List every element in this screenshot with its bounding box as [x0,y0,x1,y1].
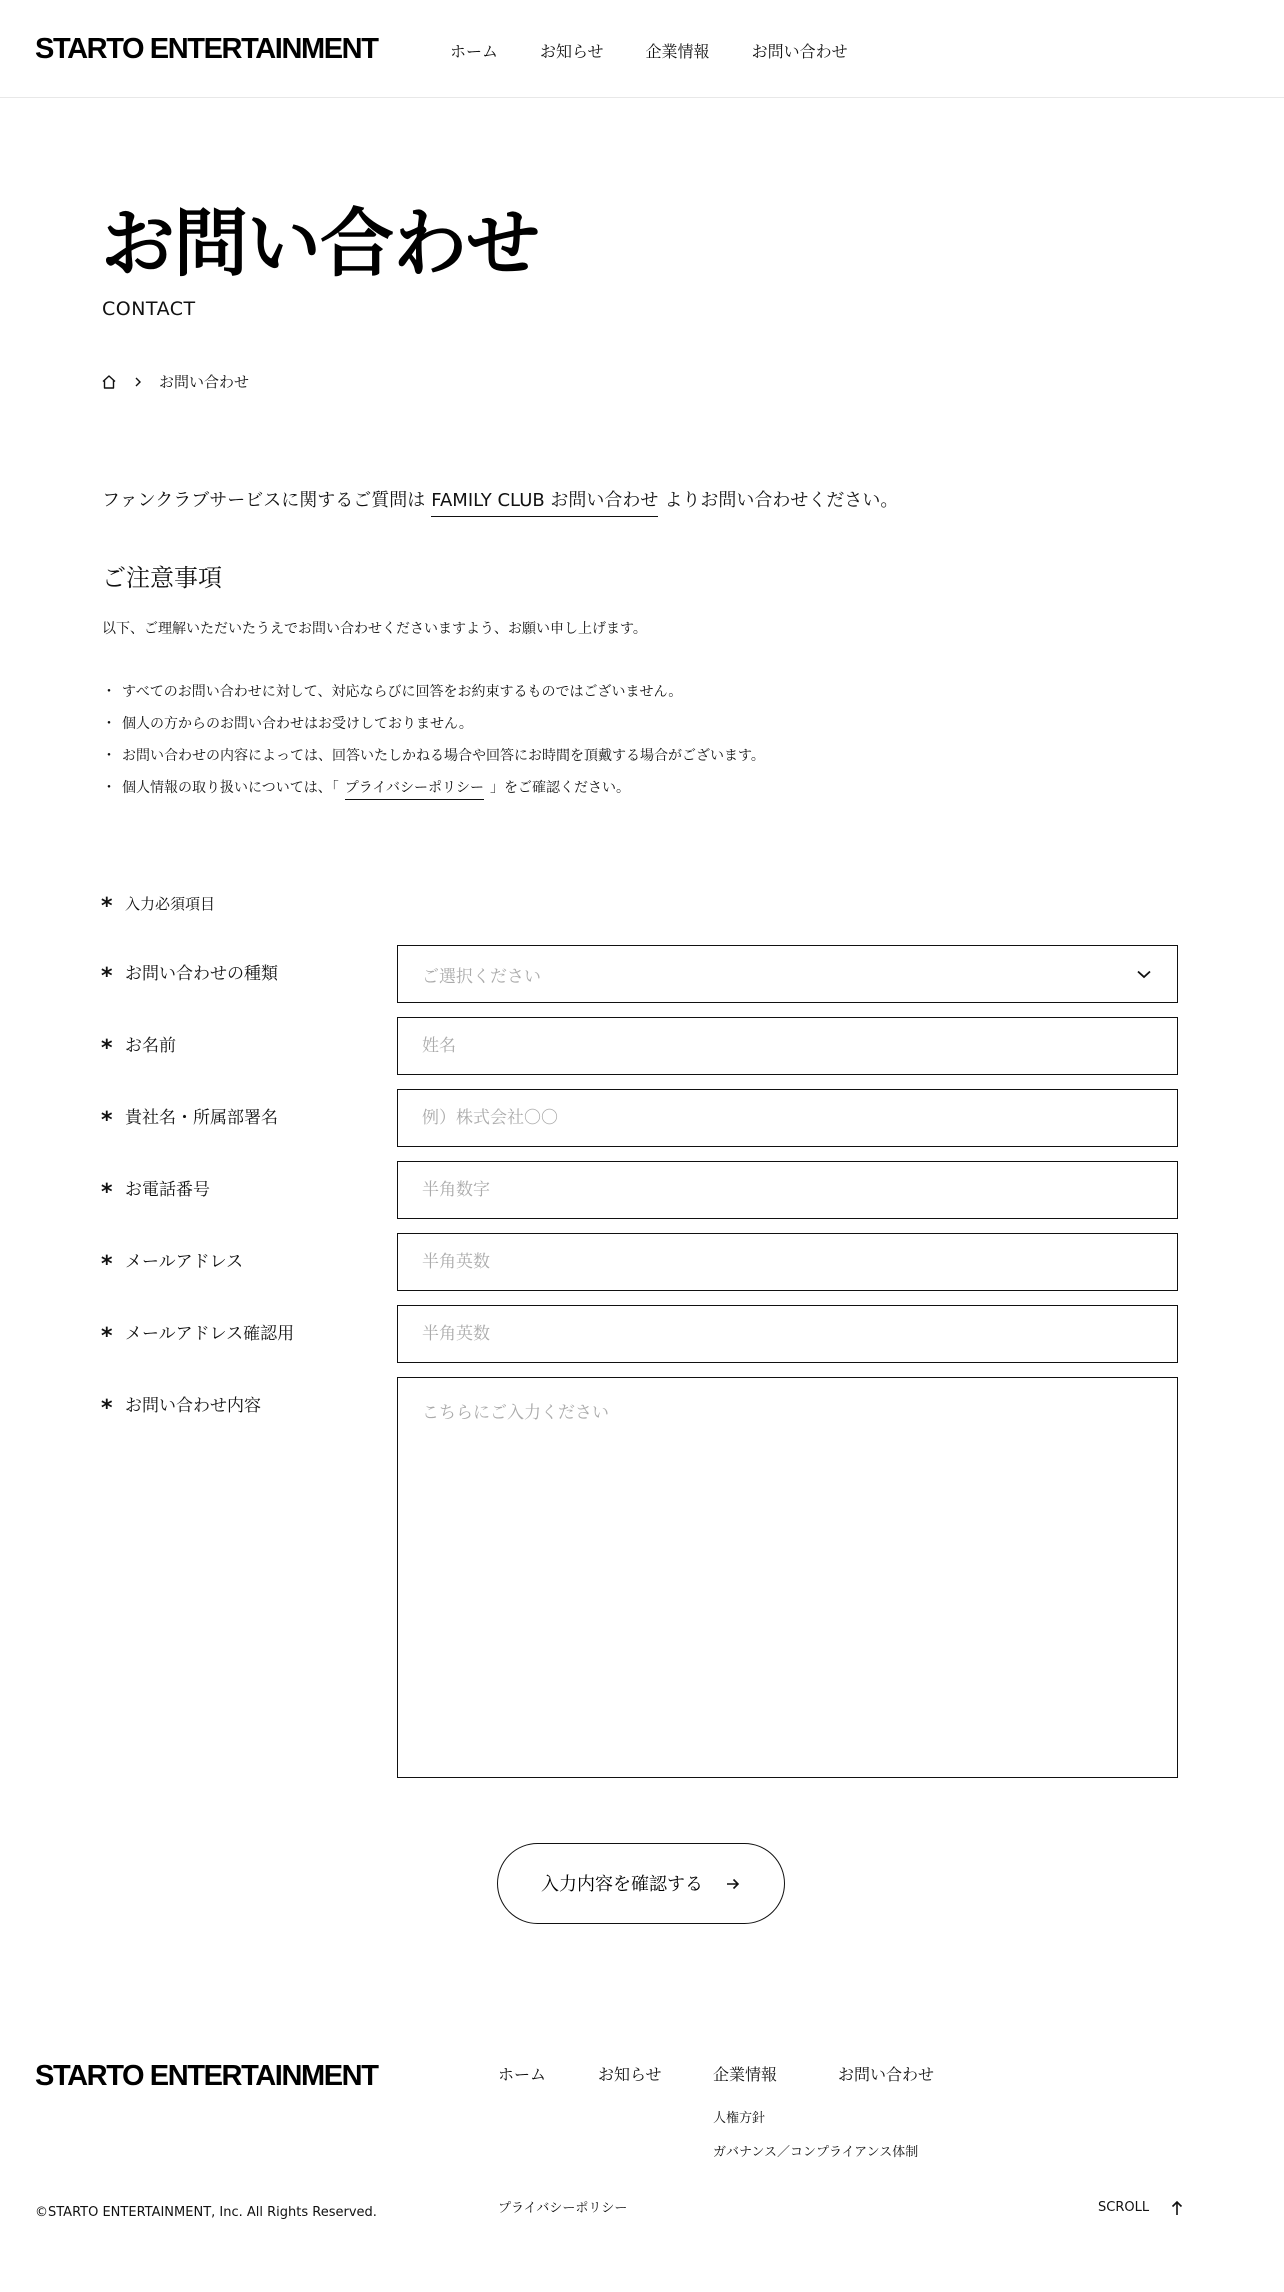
field-label: 貴社名・所属部署名 [125,1108,278,1128]
note-text: お問い合わせの内容によっては、回答いたしかねる場合や回答にお時間を頂戴する場合がございます。 [122,748,765,764]
message-textarea[interactable] [398,1378,1177,1777]
footer-human-rights-link[interactable]: 人権方針 [713,2111,766,2126]
required-mark: * [101,1324,113,1349]
note-text: すべてのお問い合わせに対して、対応ならびに回答をお約束するものではございません。 [122,684,683,700]
required-mark: * [101,1252,113,1277]
email-field-box [397,1233,1178,1291]
field-label: お名前 [125,1036,176,1056]
email-confirm-input[interactable] [398,1306,1177,1362]
required-note [101,894,216,919]
nav-news[interactable]: お知らせ [540,42,604,61]
form-row-email-confirm [101,1305,1181,1365]
name-label [101,1034,176,1061]
email-confirm-label [101,1322,295,1349]
company-input[interactable] [398,1090,1177,1146]
notes-list [102,682,765,810]
phone-input[interactable] [398,1162,1177,1218]
form-row-company [101,1089,1181,1149]
arrow-right-icon [725,1876,741,1892]
privacy-after: 」をご確認ください。 [490,780,631,796]
site-logo[interactable]: STARTO ENTERTAINMENT [35,33,378,65]
inquiry-type-label [101,962,278,989]
select-placeholder: ご選択ください [422,966,541,987]
scroll-label: SCROLL [1098,2200,1150,2215]
footer-governance-link[interactable]: ガバナンス／コンプライアンス体制 [713,2145,919,2160]
privacy-policy-link[interactable]: プライバシーポリシー [345,780,484,800]
required-mark: * [101,1036,113,1061]
field-label: メールアドレス [125,1252,244,1272]
required-mark: * [101,1108,113,1133]
scroll-top-button[interactable] [1098,2199,1185,2217]
footer-nav-company[interactable]: 企業情報 [713,2065,778,2084]
footer-nav-home[interactable]: ホーム [498,2065,547,2084]
notes-lead: 以下、ご理解いただいたうえでお問い合わせくださいますよう、お願い申し上げます。 [102,621,647,637]
page-subtitle: CONTACT [102,298,196,320]
field-label: お問い合わせ内容 [125,1396,261,1416]
required-mark: * [101,964,113,989]
email-label [101,1250,244,1277]
nav-company[interactable]: 企業情報 [645,42,710,61]
required-mark: * [101,1180,113,1205]
list-item: ・ 個人情報の取り扱いについては、「 プライバシーポリシー 」をご確認ください。 [102,778,765,810]
form-row-email [101,1233,1181,1293]
required-mark: * [101,894,113,919]
message-field-box [397,1377,1178,1778]
privacy-note [122,778,630,810]
intro-before: ファンクラブサービスに関するご質問は [102,490,426,511]
email-input[interactable] [398,1234,1177,1290]
name-input[interactable] [398,1018,1177,1074]
footer-nav-news[interactable]: お知らせ [598,2065,662,2084]
breadcrumb-current: お問い合わせ [159,373,250,391]
footer-nav-contact[interactable]: お問い合わせ [838,2065,935,2084]
name-field-box [397,1017,1178,1075]
inquiry-type-select[interactable] [397,945,1178,1003]
intro-text [102,488,898,514]
chevron-down-icon [1135,965,1153,983]
form-row-inquiry-type [101,945,1181,1005]
note-text: 個人の方からのお問い合わせはお受けしておりません。 [122,716,473,732]
list-item: ・ すべてのお問い合わせに対して、対応ならびに回答をお約束するものではございません。 [102,682,765,714]
copyright: ©STARTO ENTERTAINMENT, Inc. All Rights Reserved. [35,2205,377,2220]
arrow-up-icon [1169,2199,1185,2217]
list-item: ・ お問い合わせの内容によっては、回答いたしかねる場合や回答にお時間を頂戴する場合がございます。 [102,746,765,778]
notes-title: ご注意事項 [102,564,222,592]
required-mark: * [101,1396,113,1421]
privacy-before: 個人情報の取り扱いについては、「 [122,780,339,796]
confirm-button-label: 入力内容を確認する [541,1873,703,1894]
chevron-right-icon [131,375,145,389]
footer-privacy-link[interactable]: プライバシーポリシー [498,2201,628,2216]
message-label [101,1394,261,1421]
page-title: お問い合わせ [101,201,539,287]
form-row-phone [101,1161,1181,1221]
company-label [101,1106,278,1133]
required-note-text: 入力必須項目 [125,895,216,913]
form-row-message [101,1377,1181,1778]
field-label: お問い合わせの種類 [125,964,278,984]
field-label: お電話番号 [125,1180,210,1200]
global-nav [450,40,890,64]
email-confirm-field-box [397,1305,1178,1363]
nav-home[interactable]: ホーム [450,42,499,61]
phone-field-box [397,1161,1178,1219]
family-club-link[interactable]: FAMILY CLUB お問い合わせ [431,490,658,517]
company-field-box [397,1089,1178,1147]
confirm-button[interactable] [497,1843,785,1924]
phone-label [101,1178,210,1205]
home-icon[interactable] [101,374,117,390]
list-item: ・ 個人の方からのお問い合わせはお受けしておりません。 [102,714,765,746]
nav-contact[interactable]: お問い合わせ [751,42,848,61]
intro-after: よりお問い合わせください。 [664,490,899,511]
field-label: メールアドレス確認用 [125,1324,295,1344]
breadcrumb [101,372,249,392]
footer-logo[interactable]: STARTO ENTERTAINMENT [35,2060,378,2092]
form-row-name [101,1017,1181,1077]
site-header [0,0,1284,98]
